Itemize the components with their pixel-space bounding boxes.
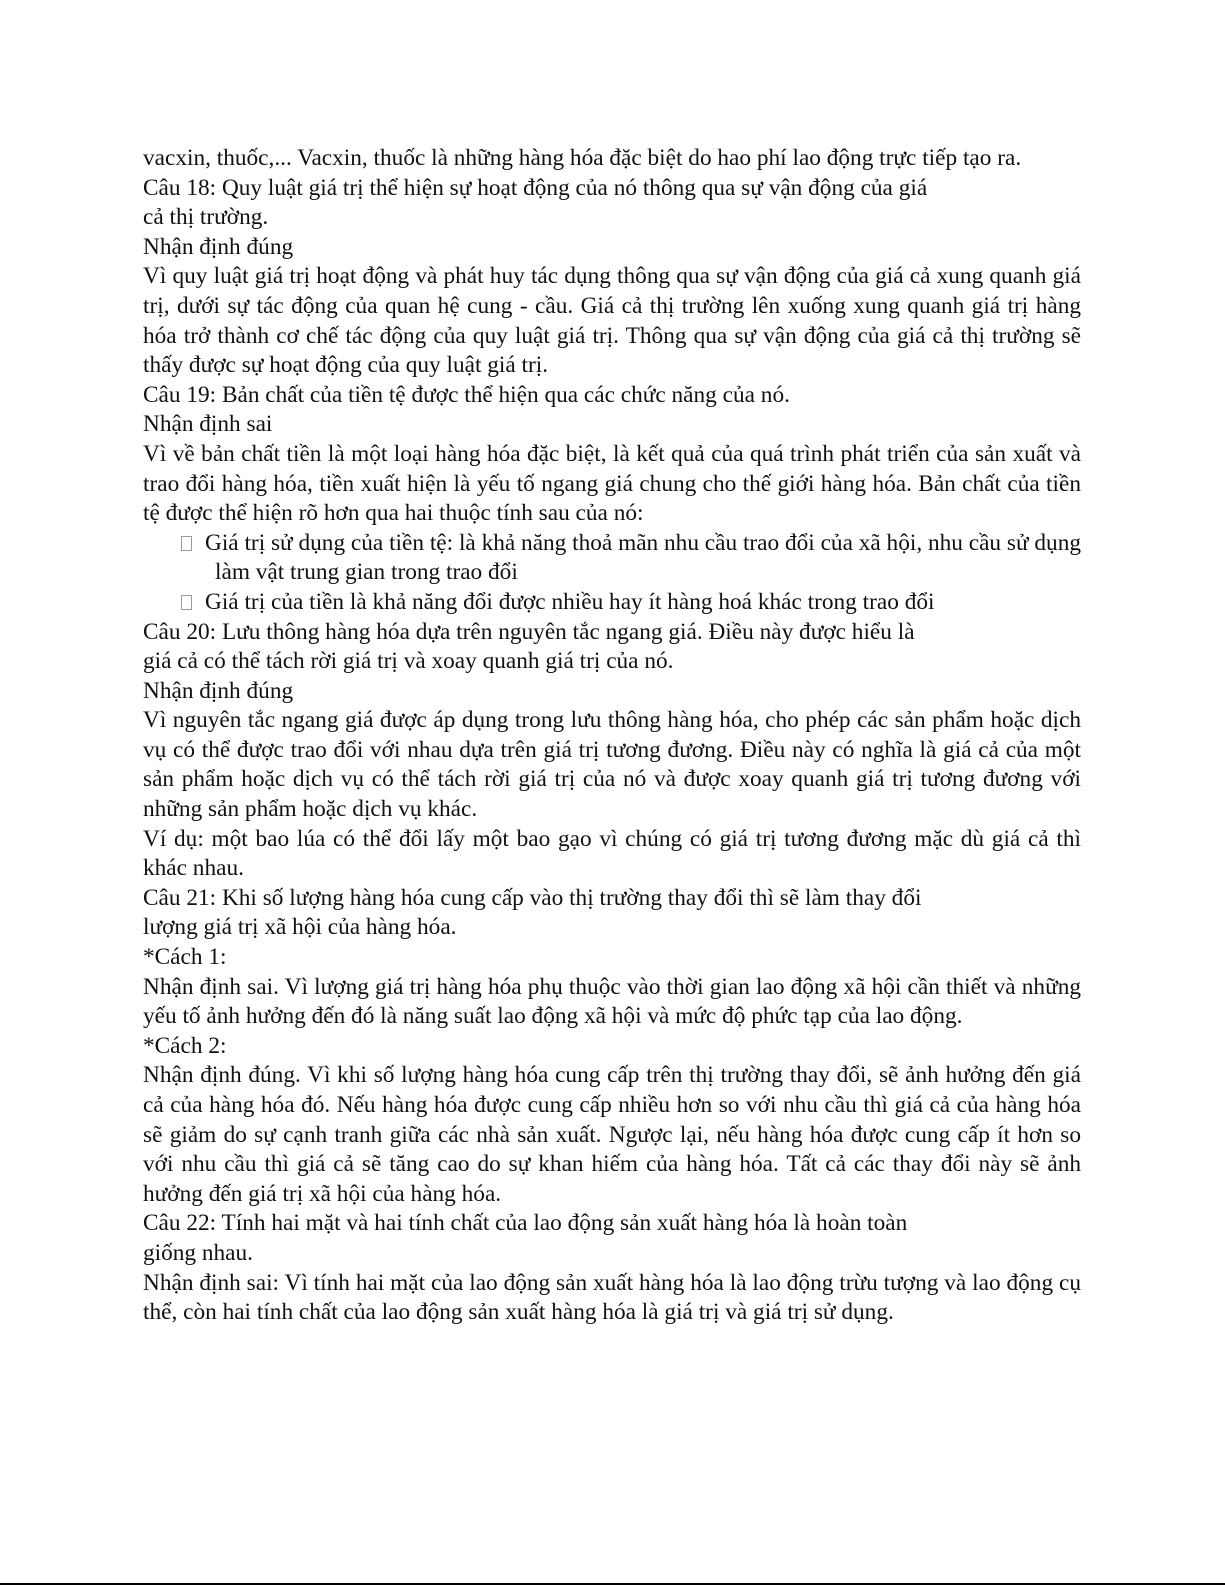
method-2-answer: Nhận định đúng. Vì khi số lượng hàng hóa cung cấp trên thị trường thay đổi, sẽ ảnh hưởng đến giá cả của hàng hóa đó. Nếu hàng hóa được cung cấp nhiều hơn so với nhu cầu thì giá cả của hàng hóa sẽ giảm do sự cạnh tranh giữa các nhà sản xuất. Ngược lại, nếu hàng hóa được cung cấp ít hơn so với nhu cầu thì giá cả sẽ tăng cao do sự khan hiếm của hàng hóa. Tất cả các thay đổi này sẽ ảnh hưởng đến giá trị xã hội của hàng hóa.: [143, 1062, 1081, 1207]
explanation-19: Vì về bản chất tiền là một loại hàng hóa đặc biệt, là kết quả của quá trình phát triển của sản xuất và trao đổi hàng hóa, tiền xuất hiện là yếu tố ngang giá chung cho thế giới hàng hóa. Bản chất của tiền tệ được thể hiện rõ hơn qua hai thuộc tính sau của nó:: [143, 440, 1081, 527]
question-19: Câu 19: Bản chất của tiền tệ được thể hiện qua các chức năng của nó.: [143, 381, 790, 408]
method-1-heading: *Cách 1:: [143, 944, 227, 971]
bullet-box-icon: [181, 529, 199, 559]
verdict-20: Nhận định đúng: [143, 677, 294, 704]
bullet-text: Giá trị của tiền là khả năng đổi được nhiều hay ít hàng hoá khác trong trao đổi: [205, 588, 935, 615]
verdict-18: Nhận định đúng: [143, 233, 294, 260]
paragraph-continuation: vacxin, thuốc,... Vacxin, thuốc là những hàng hóa đặc biệt do hao phí lao động trực tiếp tạo ra.: [143, 145, 1022, 171]
bullet-box-icon: [181, 588, 199, 618]
bullet-text: Giá trị sử dụng của tiền tệ: là khả năng thoả mãn nhu cầu trao đổi của xã hội, nhu cầu sử dụng làm vật trung gian trong trao đổi: [205, 529, 1081, 586]
question-21-line-1: Câu 21: Khi số lượng hàng hóa cung cấp vào thị trường thay đổi thì sẽ làm thay đổi: [143, 884, 922, 911]
verdict-19: Nhận định sai: [143, 411, 273, 438]
method-1-answer: Nhận định sai. Vì lượng giá trị hàng hóa phụ thuộc vào thời gian lao động xã hội cần thiết và những yếu tố ảnh hưởng đến đó là năng suất lao động xã hội và mức độ phức tạp của lao động.: [143, 973, 1081, 1030]
question-22-line-1: Câu 22: Tính hai mặt và hai tính chất của lao động sản xuất hàng hóa là hoàn toàn: [143, 1210, 908, 1237]
example-20: Ví dụ: một bao lúa có thể đổi lấy một bao gạo vì chúng có giá trị tương đương mặc dù giá cả thì khác nhau.: [143, 825, 1081, 882]
explanation-18: Vì quy luật giá trị hoạt động và phát huy tác dụng thông qua sự vận động của giá cả xung quanh giá trị, dưới sự tác động của quan hệ cung - cầu. Giá cả thị trường lên xuống xung quanh giá trị hàng hóa trở thành cơ chế tác động của quy luật giá trị. Thông qua sự vận động của giá cả thị trường sẽ thấy được sự hoạt động của quy luật giá trị.: [143, 263, 1081, 379]
document-page: [143, 144, 1081, 1328]
question-18-line-1: Câu 18: Quy luật giá trị thể hiện sự hoạt động của nó thông qua sự vận động của giá: [143, 174, 928, 201]
bullet-item: [143, 529, 1081, 588]
question-20-line-2: giá cả có thể tách rời giá trị và xoay quanh giá trị của nó.: [143, 648, 674, 675]
answer-22: Nhận định sai: Vì tính hai mặt của lao động sản xuất hàng hóa là lao động trừu tượng và lao động cụ thể, còn hai tính chất của lao động sản xuất hàng hóa là giá trị và giá trị sử dụng.: [143, 1269, 1081, 1326]
question-20-line-1: Câu 20: Lưu thông hàng hóa dựa trên nguyên tắc ngang giá. Điều này được hiểu là: [143, 618, 915, 645]
bullet-list: [143, 529, 1081, 618]
question-22-line-2: giống nhau.: [143, 1239, 254, 1266]
question-18-line-2: cả thị trường.: [143, 204, 269, 231]
bullet-item: [143, 588, 1081, 618]
method-2-heading: *Cách 2:: [143, 1032, 227, 1059]
question-21-line-2: lượng giá trị xã hội của hàng hóa.: [143, 914, 457, 941]
explanation-20: Vì nguyên tắc ngang giá được áp dụng trong lưu thông hàng hóa, cho phép các sản phẩm hoặc dịch vụ có thể được trao đổi với nhau dựa trên giá trị tương đương. Điều này có nghĩa là giá cả của một sản phẩm hoặc dịch vụ có thể tách rời giá trị của nó và được xoay quanh giá trị tương đương với những sản phẩm hoặc dịch vụ khác.: [143, 707, 1081, 823]
